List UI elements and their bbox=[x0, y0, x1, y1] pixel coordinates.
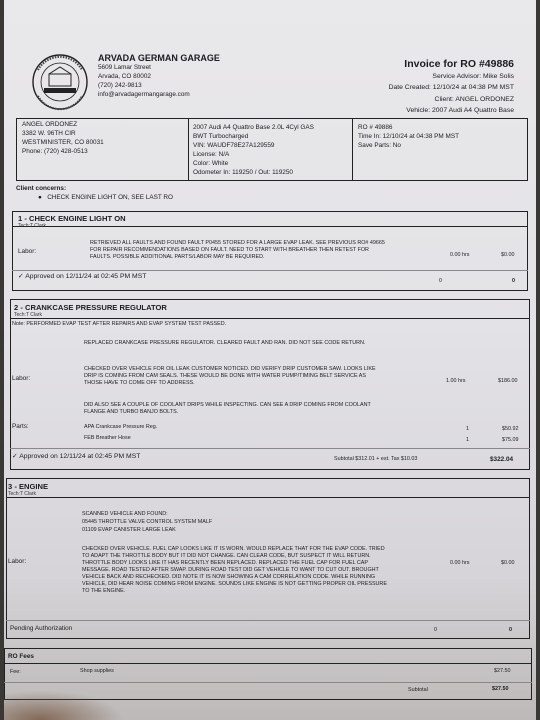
section-3-tech: Tech:T Clark bbox=[8, 491, 36, 497]
customer-address: 3382 W. 96TH CIR bbox=[22, 130, 76, 137]
section-3-amount: $0.00 bbox=[501, 560, 515, 566]
customer-name: ANGEL ORDONEZ bbox=[22, 121, 78, 128]
section-1-title: 1 - CHECK ENGINE LIGHT ON bbox=[18, 214, 126, 223]
fees-subtotal-label: Subtotal bbox=[408, 687, 428, 693]
section-1-amount: $0.00 bbox=[501, 252, 515, 258]
part-qty: 1 bbox=[466, 426, 469, 432]
fees-item: Shop supplies bbox=[80, 668, 114, 674]
ro-time-in: Time In: 12/10/24 at 04:38 PM MST bbox=[358, 133, 459, 140]
concerns-item: ● CHECK ENGINE LIGHT ON, SEE LAST RO bbox=[38, 194, 174, 201]
section-3-qty-total: 0 bbox=[434, 627, 437, 633]
fees-label: Fee: bbox=[10, 669, 21, 675]
section-2-tech: Tech:T Clark bbox=[14, 312, 42, 318]
vehicle-odometer: Odometer In: 119250 / Out: 119250 bbox=[193, 169, 293, 176]
vehicle-line1: 2007 Audi A4 Quattro Base 2.0L 4Cyl GAS bbox=[193, 124, 314, 131]
part-price: $50.92 bbox=[502, 426, 519, 432]
section-2-para3: DID ALSO SEE A COUPLE OF COOLANT DRIPS WHILE INSPECTING. CAN SEE A DRIP COMING FROM COOLANT FLANGE AND TURBO BANJO BOLTS. bbox=[84, 402, 371, 415]
section-1-approved: ✓ Approved on 12/11/24 at 02:45 PM MST bbox=[18, 273, 147, 280]
fees-subtotal: $27.50 bbox=[492, 686, 509, 692]
section-1-hours: 0.00 hrs bbox=[450, 252, 470, 258]
section-3-labor-label: Labor: bbox=[8, 558, 27, 565]
section-3-para1a: SCANNED VEHICLE AND FOUND: bbox=[82, 511, 168, 517]
invoice-page bbox=[4, 0, 536, 720]
invoice-vehicle: Vehicle: 2007 Audi A4 Quattro Base bbox=[406, 107, 514, 114]
part-row: APA Crankcase Pressure Reg. bbox=[84, 424, 158, 430]
section-2-total: $322.04 bbox=[490, 456, 514, 463]
section-2-subtotal: Subtotal $312.01 + est. Tax $10.03 bbox=[334, 456, 418, 462]
section-3-pending: Pending Authorization bbox=[10, 625, 73, 632]
shop-street: 5609 Lamar Street bbox=[98, 64, 151, 71]
ro-save-parts: Save Parts: No bbox=[358, 142, 401, 149]
invoice-title: Invoice for RO #49886 bbox=[404, 58, 514, 70]
concerns-item-text: CHECK ENGINE LIGHT ON, SEE LAST RO bbox=[47, 194, 174, 201]
vehicle-vin: VIN: WAUDF78E27A129559 bbox=[193, 142, 275, 149]
section-3-para1c: 01109 EVAP CANISTER LARGE LEAK bbox=[82, 527, 176, 533]
section-1-tech: Tech:T Clark bbox=[18, 223, 46, 229]
section-2-para1: REPLACED CRANKCASE PRESSURE REGULATOR. CLEARED FAULT AND RAN. DID NOT SEE CODE RETURN. bbox=[84, 340, 366, 346]
section-3-total: 0 bbox=[509, 627, 512, 633]
service-advisor: Service Advisor: Mike Solis bbox=[432, 73, 514, 80]
concerns-label: Client concerns: bbox=[16, 185, 67, 192]
part-qty: 1 bbox=[466, 437, 469, 443]
ro-number: RO # 49886 bbox=[358, 124, 393, 131]
finger-shadow bbox=[4, 690, 124, 720]
invoice-client: Client: ANGEL ORDONEZ bbox=[434, 96, 514, 103]
shop-logo-icon bbox=[30, 52, 90, 112]
vehicle-color: Color: White bbox=[193, 160, 229, 167]
section-1-labor-label: Labor: bbox=[18, 248, 37, 255]
section-3-para1b: 05445 THROTTLE VALVE CONTROL SYSTEM MALF bbox=[82, 519, 213, 525]
fees-price: $27.50 bbox=[494, 668, 511, 674]
section-2-parts-label: Parts: bbox=[12, 423, 29, 430]
vehicle-line2: BWT Turbocharged bbox=[193, 133, 249, 140]
section-1-approved-text: Approved on 12/11/24 at 02:45 PM MST bbox=[25, 273, 147, 280]
part-price: $75.09 bbox=[502, 437, 519, 443]
section-2-labor-label: Labor: bbox=[12, 375, 31, 382]
customer-city: WESTMINISTER, CO 80031 bbox=[22, 139, 104, 146]
section-2-approved: ✓ Approved on 12/11/24 at 02:45 PM MST bbox=[12, 453, 141, 460]
section-2-note-text: Note: PERFORMED EVAP TEST AFTER REPAIRS AND EVAP SYSTEM TEST PASSED. bbox=[12, 321, 227, 327]
section-1-labor-text: RETRIEVED ALL FAULTS AND FOUND FAULT P0455 STORED FOR A LARGE EVAP LEAK. SEE PREVIOUS RO# 49665 FOR REPAIR RECOMMENDATIONS BASED ON FAULT. NEED TO START WITH BREATHER THEN RETEST FOR FAULTS. POSSIBLE ADDITIONAL PARTS/LABOR MAY BE REQUIRED. bbox=[90, 240, 385, 260]
section-2-para2: CHECKED OVER VEHICLE FOR OIL LEAK CUSTOMER NOTICED. DID VERIFY DRIP CUSTOMER SAW. LOOKS LIKE DRIP IS COMING FROM CAM SEALS. THESE WOULD BE DONE WITH WATER PUMP/TIMING BELT SERVICE AS THOSE HAVE TO COME OFF TO ADDRESS. bbox=[84, 366, 376, 386]
fees-title: RO Fees bbox=[8, 653, 34, 660]
vehicle-license: License: N/A bbox=[193, 151, 230, 158]
section-3-para2: CHECKED OVER VEHICLE. FUEL CAP LOOKS LIKE IT IS WORN. WOULD REPLACE THAT FOR THE EVAP CODE. TRIED TO ADAPT THE THROTTLE BODY BUT IT DID NOT CHANGE. CAN CLEAR CODE, BUT SUSPECT IT WILL RETURN. THROTTLE BODY LOOKS LIKE IT HAS RECENTLY BEEN REPLACED. REPLACED THE FUEL CAP FOR FUEL CAP MESSAGE. ROAD TESTED AFTER SWAP. DURING ROAD TEST DID GET VEHICLE TO WANT TO CUT OUT. BROUGHT VEHICLE BACK AND RECHECKED. DID NOTE IT IS NOW SHOWING A CAM CORRELATION CODE. WHILE RUNNING VEHICLE, DID HEAR NOISE COMING FROM ENGINE. SOUNDS LIKE ENGINE IS NOT GETTING PROPER OIL PRESSURE TO THE ENGINE. bbox=[82, 546, 387, 594]
section-2-approved-text: Approved on 12/11/24 at 02:45 PM MST bbox=[19, 453, 141, 460]
section-1-qty-total: 0 bbox=[439, 278, 442, 284]
shop-phone: (720) 242-9813 bbox=[98, 82, 142, 89]
section-3-hours: 0.00 hrs bbox=[450, 560, 470, 566]
section-2-amount: $186.00 bbox=[498, 378, 518, 384]
section-1-total: 0 bbox=[512, 278, 515, 284]
customer-phone: Phone: (720) 428-0513 bbox=[22, 148, 88, 155]
section-2-title: 2 - CRANKCASE PRESSURE REGULATOR bbox=[14, 303, 167, 312]
section-2-note bbox=[12, 321, 226, 328]
shop-email: info@arvadagermangarage.com bbox=[98, 91, 190, 98]
shop-city: Arvada, CO 80002 bbox=[98, 73, 151, 80]
shop-name: ARVADA GERMAN GARAGE bbox=[98, 53, 220, 63]
section-2-hours: 1.00 hrs bbox=[446, 378, 466, 384]
part-row: FEB Breather Hose bbox=[84, 435, 131, 441]
section-3-title: 3 - ENGINE bbox=[8, 482, 49, 491]
date-created: Date Created: 12/10/24 at 04:38 PM MST bbox=[388, 84, 514, 91]
